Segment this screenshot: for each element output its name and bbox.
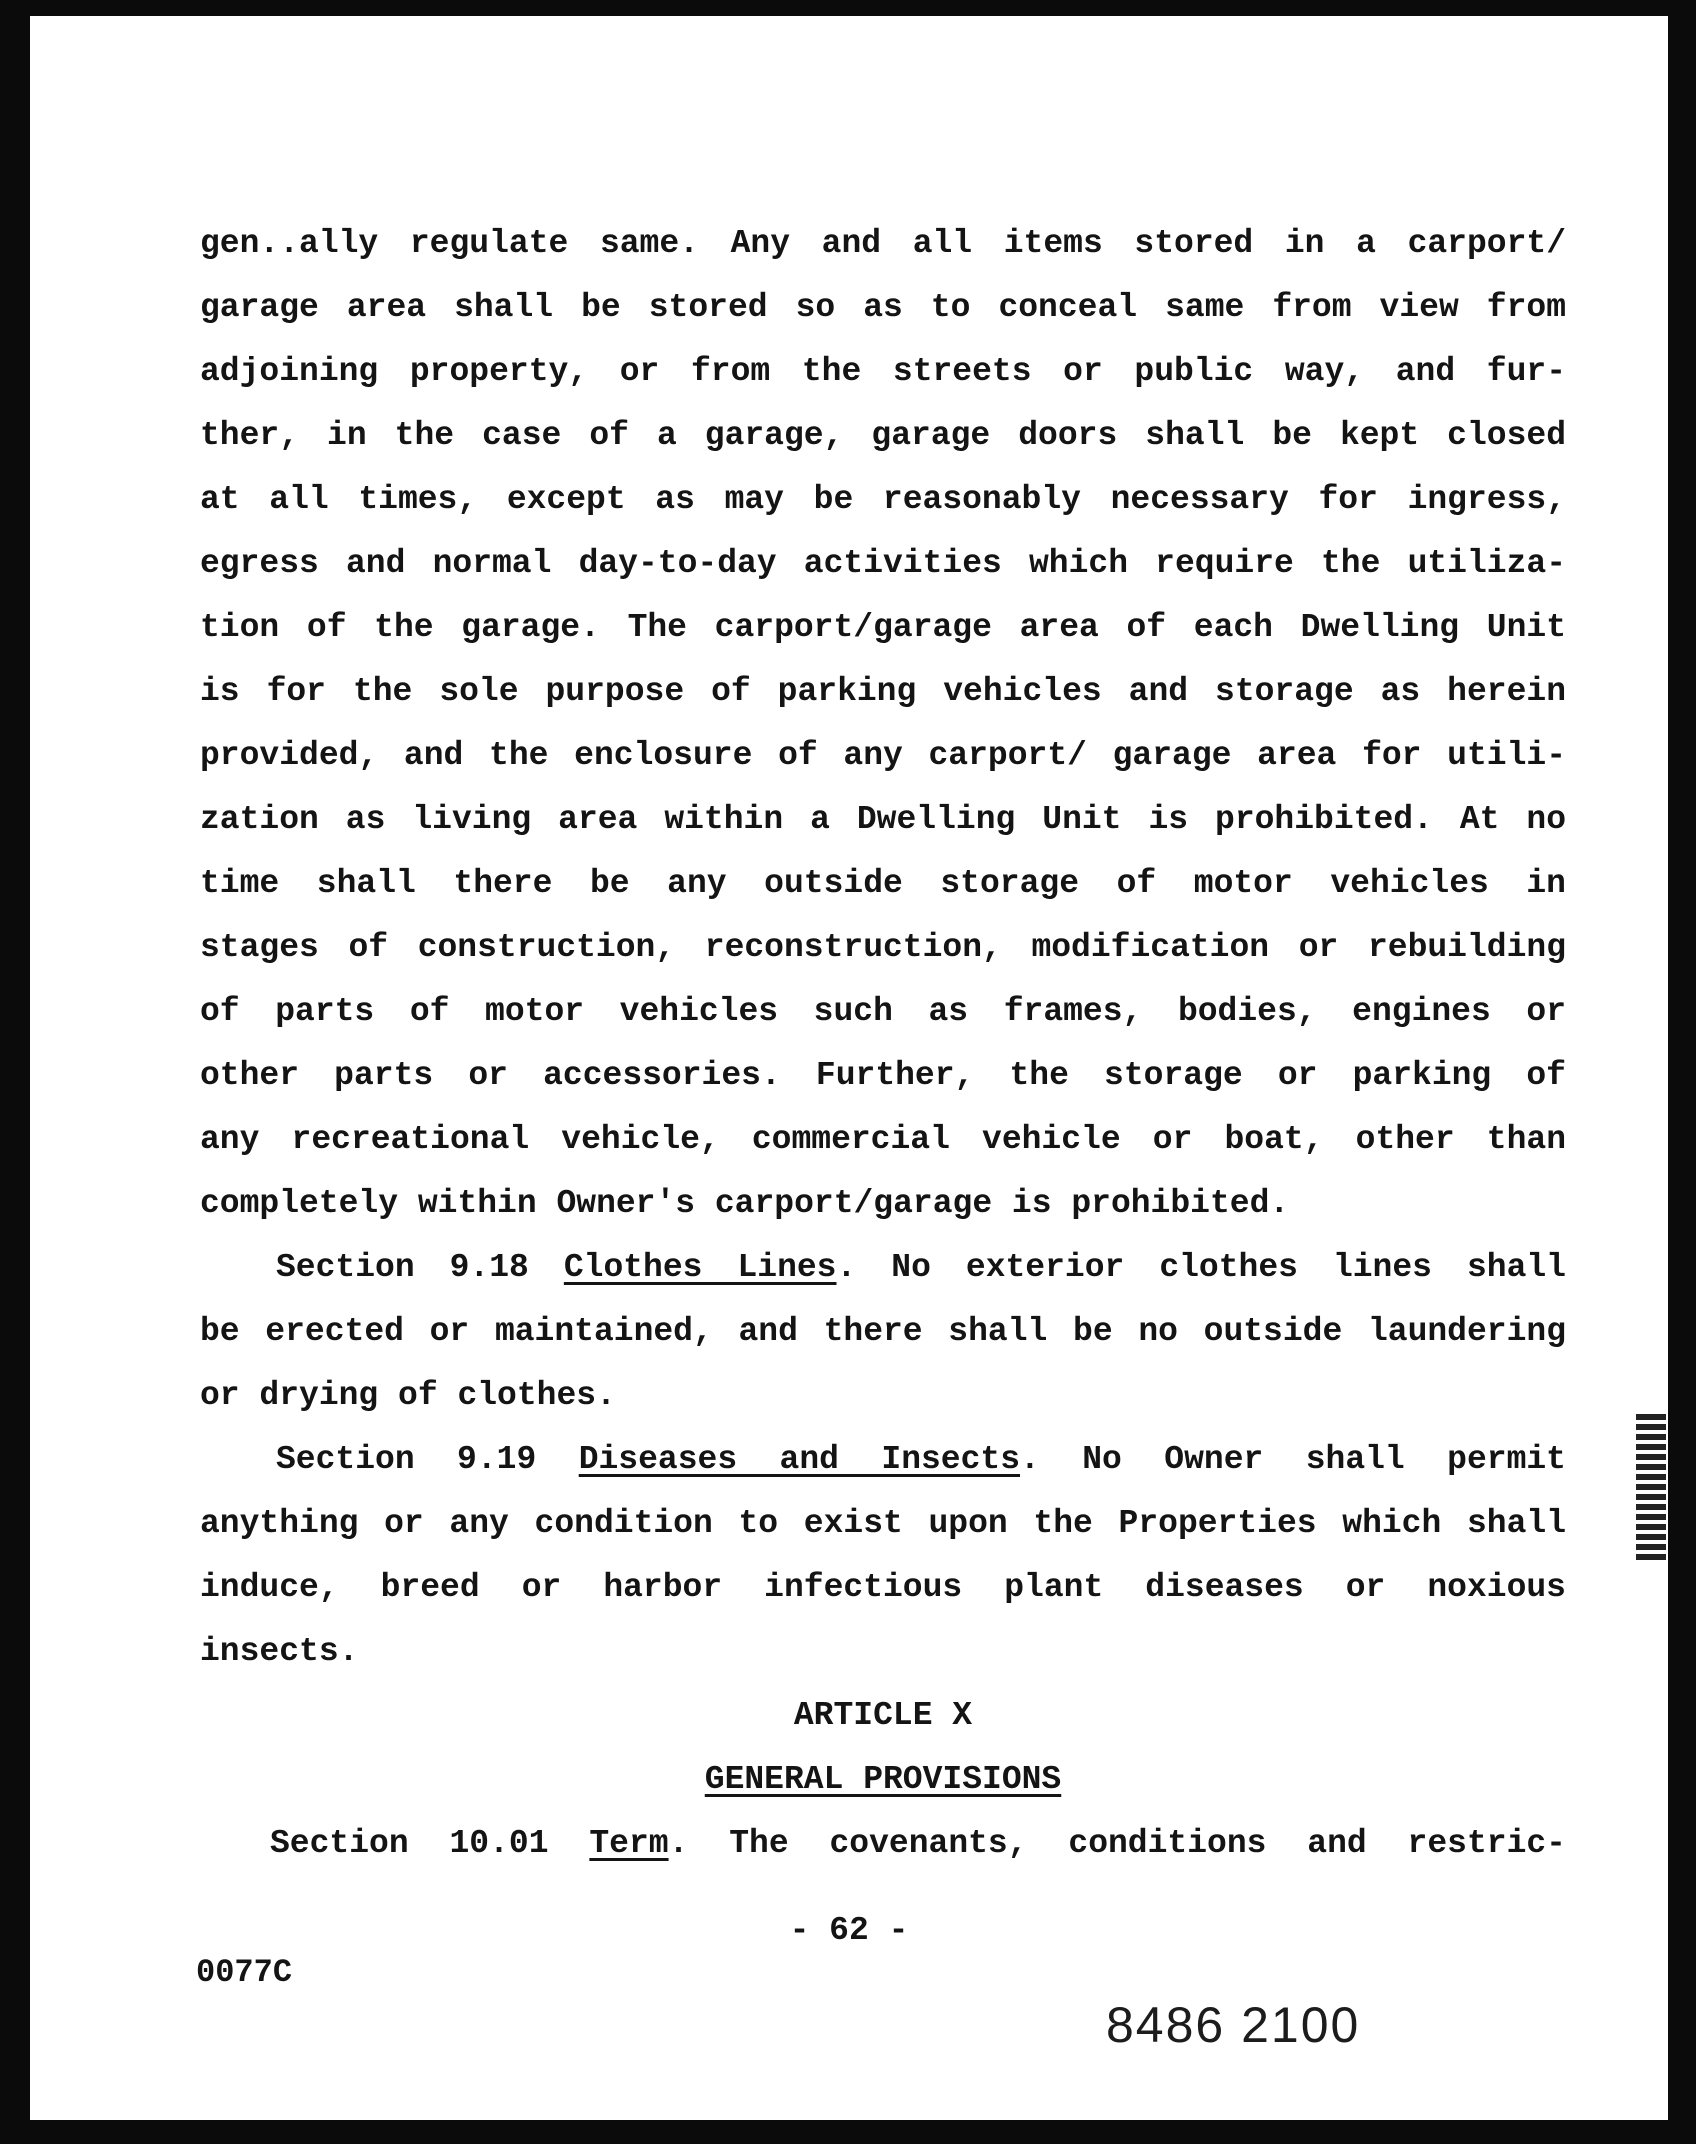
- text-line: completely within Owner's carport/garage is prohibited.: [200, 1185, 1290, 1222]
- text-line: of parts of motor vehicles such as frames, bodies, engines or: [200, 993, 1566, 1030]
- text-line: gen..ally regulate same. Any and all items stored in a carport/: [200, 225, 1566, 262]
- text-line: zation as living area within a Dwelling Unit is prohibited. At no: [200, 801, 1566, 838]
- section-title-term: Term: [589, 1825, 669, 1862]
- text-line: is for the sole purpose of parking vehicles and storage as herein: [200, 673, 1566, 710]
- text-line: garage area shall be stored so as to conceal same from view from: [200, 289, 1566, 326]
- stamp-number: 8486 2100: [1106, 1997, 1361, 2053]
- section-text: . No Owner shall permit: [1020, 1441, 1566, 1478]
- text-line: anything or any condition to exist upon the Properties which shall: [200, 1505, 1566, 1542]
- text-line: tion of the garage. The carport/garage area of each Dwelling Unit: [200, 609, 1566, 646]
- text-line: induce, breed or harbor infectious plant diseases or noxious: [200, 1569, 1566, 1606]
- page-number: - 62 -: [789, 1912, 909, 1949]
- text-line: be erected or maintained, and there shall be no outside laundering: [200, 1313, 1566, 1350]
- article-subheading-line: [200, 1748, 1566, 1812]
- section-9-19-heading-line: [200, 1428, 1566, 1492]
- section-number: Section 9.19: [276, 1441, 579, 1478]
- text-line: insects.: [200, 1633, 359, 1670]
- section-9-18-heading-line: [200, 1236, 1566, 1300]
- section-10-01-heading-line: [200, 1812, 1566, 1876]
- text-line: stages of construction, reconstruction, modification or rebuilding: [200, 929, 1566, 966]
- text-line: ther, in the case of a garage, garage doors shall be kept closed: [200, 417, 1566, 454]
- text-line: egress and normal day-to-day activities which require the utiliza-: [200, 545, 1566, 582]
- article-heading: ARTICLE X: [793, 1697, 973, 1734]
- article-subheading: GENERAL PROVISIONS: [704, 1761, 1062, 1798]
- text-line: or drying of clothes.: [200, 1377, 616, 1414]
- document-code: 0077C: [196, 1954, 293, 1991]
- section-text: . The covenants, conditions and restric-: [668, 1825, 1566, 1862]
- text-line: any recreational vehicle, commercial vehicle or boat, other than: [200, 1121, 1566, 1158]
- text-line: other parts or accessories. Further, the storage or parking of: [200, 1057, 1566, 1094]
- text-line: provided, and the enclosure of any carport/ garage area for utili-: [200, 737, 1566, 774]
- section-text: . No exterior clothes lines shall: [836, 1249, 1566, 1286]
- text-line: at all times, except as may be reasonably necessary for ingress,: [200, 481, 1566, 518]
- section-number: Section 9.18: [276, 1249, 564, 1286]
- scan-artifact: [1636, 1410, 1666, 1560]
- text-line: adjoining property, or from the streets or public way, and fur-: [200, 353, 1566, 390]
- section-number: Section 10.01: [270, 1825, 590, 1862]
- section-title-clothes-lines: Clothes Lines: [563, 1249, 837, 1286]
- text-line: time shall there be any outside storage of motor vehicles in: [200, 865, 1566, 902]
- document-page: [30, 16, 1668, 2120]
- body-text: [200, 212, 1566, 1876]
- section-title-diseases-insects: Diseases and Insects: [578, 1441, 1021, 1478]
